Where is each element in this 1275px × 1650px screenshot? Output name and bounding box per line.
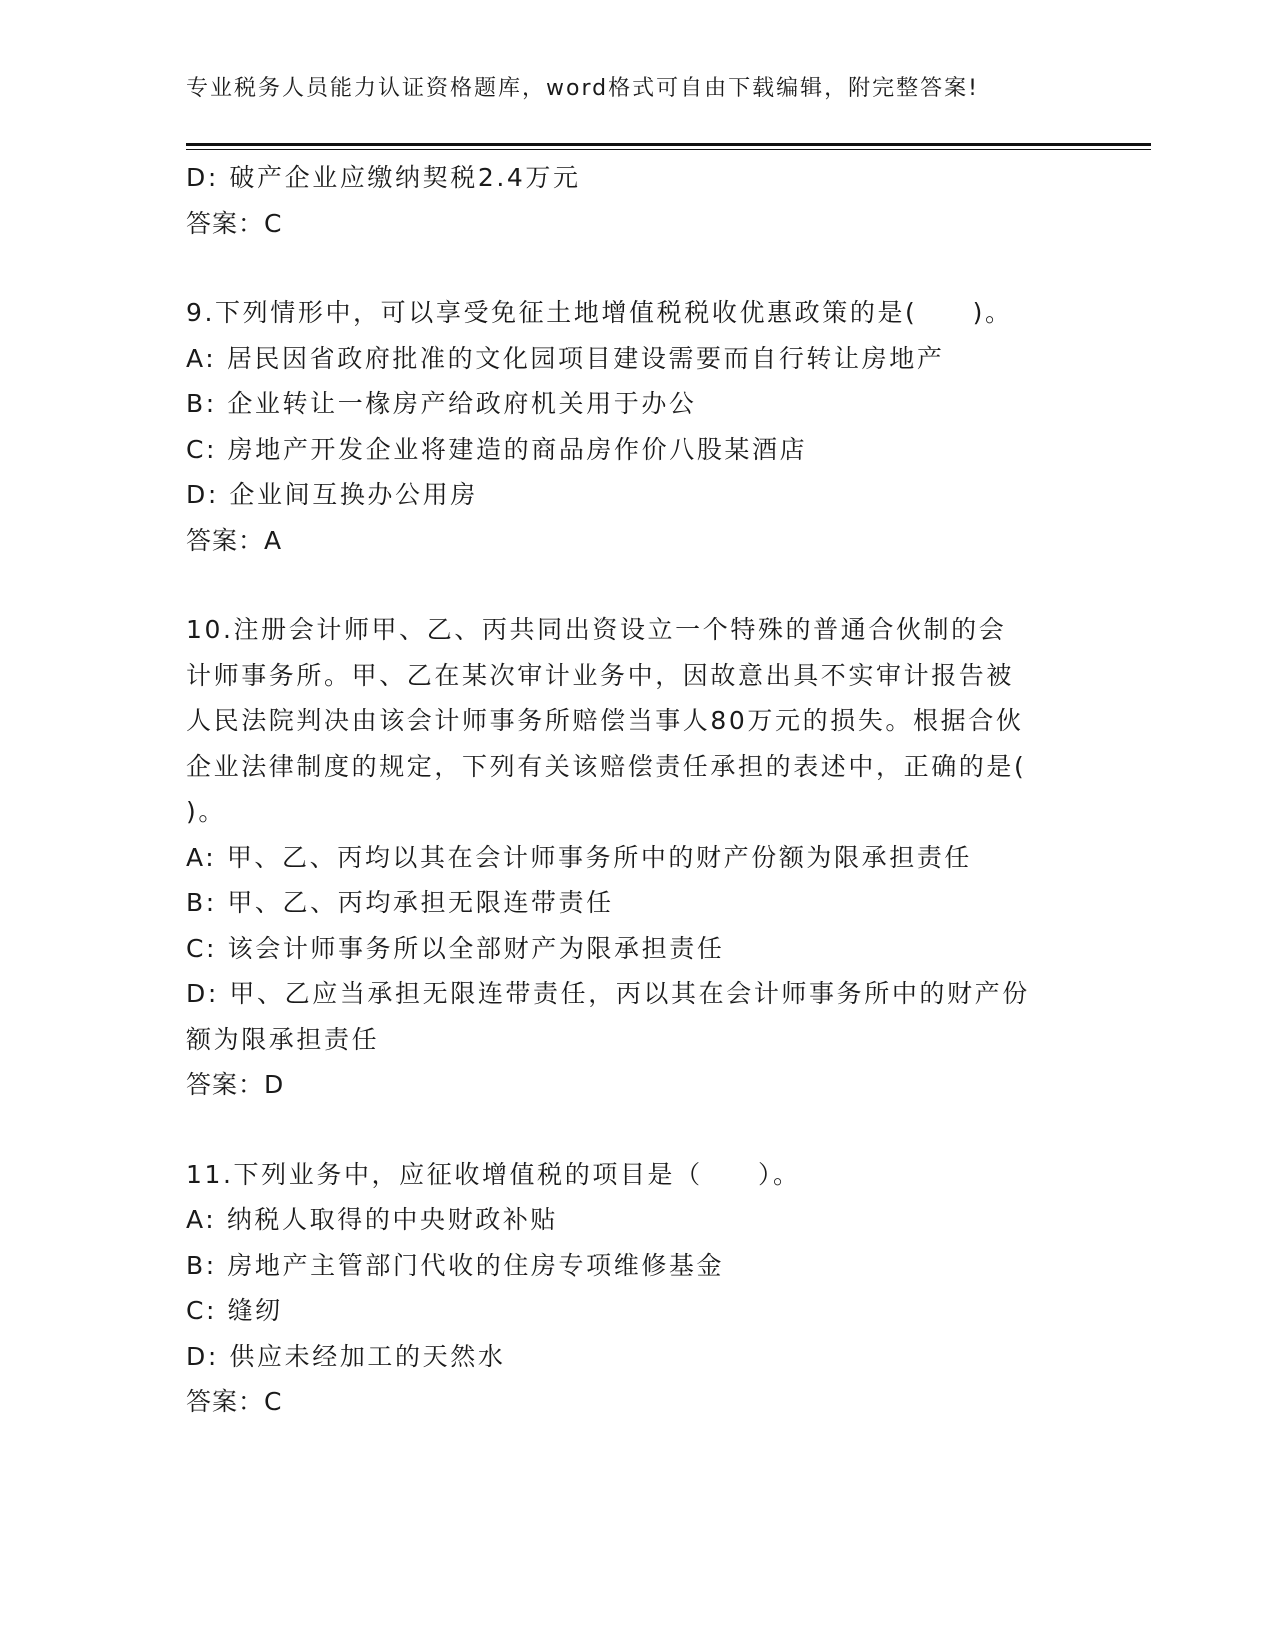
- option-d: D: 破产企业应缴纳契税2.4万元: [186, 163, 581, 192]
- spacer: [186, 563, 1086, 607]
- option-c: C: 缝纫: [186, 1296, 283, 1325]
- option-b: B: 房地产主管部门代收的住房专项维修基金: [186, 1250, 725, 1280]
- spacer: [186, 246, 1086, 290]
- question-stem: 9.下列情形中，可以享受免征土地增值税税收优惠政策的是( )。: [186, 298, 1013, 327]
- page-header: 专业税务人员能力认证资格题库，word格式可自由下载编辑，附完整答案!: [186, 76, 979, 101]
- option-d: D: 甲、乙应当承担无限连带责任，丙以其在会计师事务所中的财产份额为限承担责任: [186, 979, 1030, 1054]
- option-c: C: 房地产开发企业将建造的商品房作价八股某酒店: [186, 434, 808, 464]
- option-a: A: 纳税人取得的中央财政补贴: [186, 1205, 559, 1234]
- option-b: B: 甲、乙、丙均承担无限连带责任: [186, 888, 614, 917]
- answer-line: 答案：C: [186, 1387, 283, 1416]
- answer-line: 答案：A: [186, 525, 283, 555]
- option-d: D: 供应未经加工的天然水: [186, 1341, 506, 1371]
- document-body: [186, 155, 1086, 1425]
- question-stem: 11.下列业务中，应征收增值税的项目是（ ）。: [186, 1159, 801, 1189]
- question-9: [186, 290, 1086, 563]
- option-b: B: 企业转让一椽房产给政府机关用于办公: [186, 389, 697, 418]
- option-a: A: 甲、乙、丙均以其在会计师事务所中的财产份额为限承担责任: [186, 842, 973, 872]
- question-10: [186, 607, 1086, 1108]
- previous-question-tail: [186, 155, 1086, 246]
- question-11: [186, 1152, 1086, 1425]
- question-stem: 10.注册会计师甲、乙、丙共同出资设立一个特殊的普通合伙制的会计师事务所。甲、乙在某次审计业务中，因故意出具不实审计报告被人民法院判决由该会计师事务所赔偿当事人80万元的损失。根据合伙企业法律制度的规定，下列有关该赔偿责任承担的表述中，正确的是( )。: [186, 615, 1082, 826]
- option-d: D: 企业间互换办公用房: [186, 480, 478, 509]
- answer-line: 答案：C: [186, 208, 283, 238]
- option-c: C: 该会计师事务所以全部财产为限承担责任: [186, 933, 725, 963]
- header-rule-thick: [186, 143, 1151, 146]
- answer-line: 答案：D: [186, 1070, 285, 1099]
- spacer: [186, 1108, 1086, 1152]
- header-rule-thin: [186, 149, 1151, 150]
- option-a: A: 居民因省政府批准的文化园项目建设需要而自行转让房地产: [186, 343, 945, 373]
